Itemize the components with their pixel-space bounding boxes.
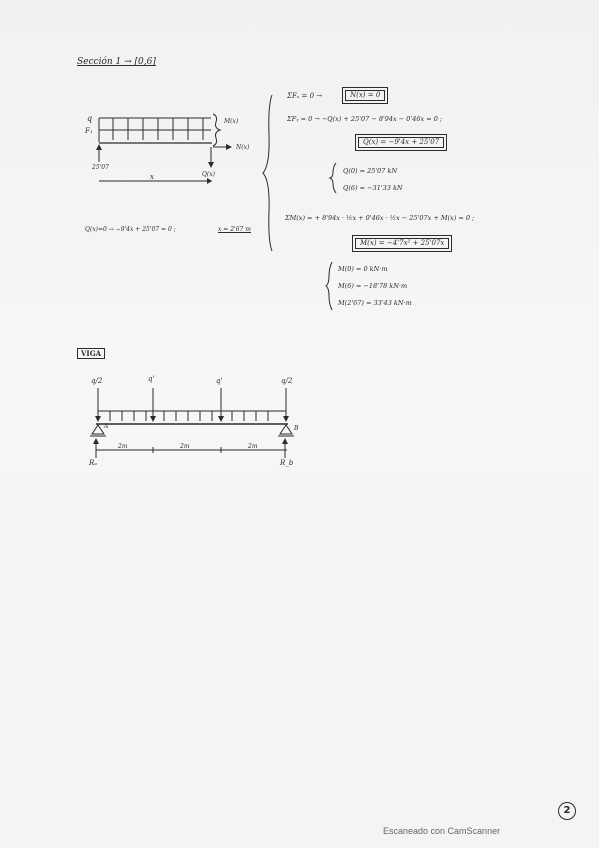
fbd-dim-x: x <box>150 173 154 181</box>
viga-title: VIGA <box>77 348 105 359</box>
viga-load-3: q' <box>216 377 223 385</box>
eq-moment: ΣM(x) = + 8'94x · ½x + 0'46x · ½x − 25'07x + M(x) = 0 ; <box>285 214 475 222</box>
fbd-load-f: F₁ <box>85 127 93 135</box>
page-number: 2 <box>558 802 576 820</box>
viga-support-b: B <box>294 425 299 432</box>
viga-load-right: q/2 <box>281 377 293 385</box>
viga-span-2: 2m <box>180 443 190 450</box>
q-zero-equation: Q(x)=0 → −9'4x + 25'07 = 0 ; <box>85 226 176 233</box>
viga-load-left: q/2 <box>91 377 103 385</box>
eq-fx-boxed: N(x) = 0 <box>345 90 385 101</box>
eq-m-val-6: M(6) = −18'78 kN·m <box>338 282 408 290</box>
fbd-label-n: N(x) <box>236 144 250 151</box>
viga-span-3: 2m <box>248 443 258 450</box>
eq-fy: ΣFᵧ = 0 → −Q(x) + 25'07 − 8'94x − 0'46x = 0 ; <box>287 115 443 123</box>
section-title: Sección 1 → [0,6] <box>77 57 156 67</box>
viga-load-2: q' <box>148 375 155 383</box>
q-zero-result: x = 2'67 m <box>218 226 251 233</box>
eq-m-box: M(x) = −4'7x² + 25'07x <box>355 238 449 249</box>
eq-q-val-6: Q(6) = −31'33 kN <box>343 184 403 192</box>
viga-reaction-a: Rₐ <box>89 459 97 467</box>
fbd-label-m: M(x) <box>224 118 239 125</box>
fbd-load-q: q <box>87 114 93 123</box>
viga-span-1: 2m <box>118 443 128 450</box>
fbd-label-q: Q(x) <box>202 171 215 178</box>
eq-m-val-max: M(2'67) = 33'43 kN·m <box>338 299 412 307</box>
eq-m-val-0: M(0) = 0 kN·m <box>338 265 388 273</box>
eq-fx-prefix: ΣFₓ = 0 → <box>287 92 323 100</box>
eq-q-val-0: Q(0) = 25'07 kN <box>343 167 398 175</box>
eq-q-box: Q(x) = −9'4x + 25'07 <box>358 137 444 148</box>
viga-reaction-b: R_b <box>280 459 294 467</box>
viga-support-a: A <box>104 423 109 430</box>
fbd-reaction-left: 25'07 <box>92 164 109 171</box>
scanner-footer: Escaneado con CamScanner <box>383 826 501 836</box>
